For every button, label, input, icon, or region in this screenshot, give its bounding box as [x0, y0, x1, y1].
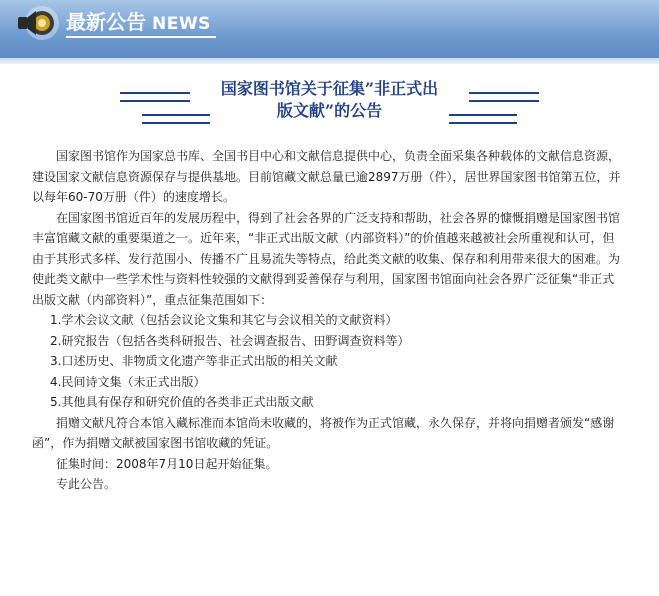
header-title — [66, 6, 211, 38]
list-item: 1.学术会议文献（包括会议论文集和其它与会议相关的文献资料） — [50, 313, 398, 327]
list-item: 3.口述历史、非物质文化遗产等非正式出版的相关文献 — [50, 354, 338, 368]
list-item: 2.研究报告（包括各类科研报告、社会调查报告、田野调查资料等） — [50, 333, 410, 348]
announcement-closing: 专此公告。 — [56, 477, 117, 491]
header-title-en: NEWS — [152, 14, 211, 34]
news-header-bar — [0, 0, 659, 64]
article-title-line-1: 国家图书馆关于征集”非正式出 — [220, 79, 439, 98]
list-item: 5.其他具有保存和研究价值的各类非正式出版文献 — [50, 395, 314, 409]
speaker-icon — [14, 3, 62, 43]
article-title — [120, 78, 539, 128]
paragraph: 捐赠文献凡符合本馆入藏标准而本馆尚未收藏的，将被作为正式馆藏，永久保存，并将向捐赠者颁发“感谢函”，作为捐赠文献被国家图书馆收藏的凭证。 — [32, 415, 615, 450]
paragraph: 国家图书馆作为国家总书库、全国书目中心和文献信息提供中心，负责全面采集各种载体的文献信息资源，建设国家文献信息资源保存与提供基地。目前馆藏文献总量已逾2897万册（件），居世界国家图书馆第五位，并以每年60-70万册（件）的速度增长。 — [32, 149, 621, 204]
list-item: 4.民间诗文集（未正式出版） — [50, 374, 206, 389]
article-body — [32, 146, 626, 495]
collection-date: 征集时间：2008年7月10日起开始征集。 — [56, 456, 278, 471]
paragraph: 在国家图书馆近百年的发展历程中，得到了社会各界的广泛支持和帮助，社会各界的慷慨捐赠是国家图书馆丰富馆藏文献的重要渠道之一。近年来，“非正式出版文献（内部资料）”的价值越来越被社会所重视和认可，但由于其形式多样、发行范围小、传播不广且易流失等特点，给此类文献的收集、保存和利用带来很大的困难。为使此类文献中一些学术性与资料性较强的文献得到妥善保存与利用，国家图书馆面向社会各界广泛征集“非正式出版文献（内部资料）”，重点征集范围如下： — [32, 210, 621, 307]
header-underline — [66, 36, 216, 38]
header-bottom-strip — [0, 58, 659, 64]
article-title-line-2: 版文献”的公告 — [276, 101, 383, 120]
header-title-zh: 最新公告 — [66, 10, 146, 34]
